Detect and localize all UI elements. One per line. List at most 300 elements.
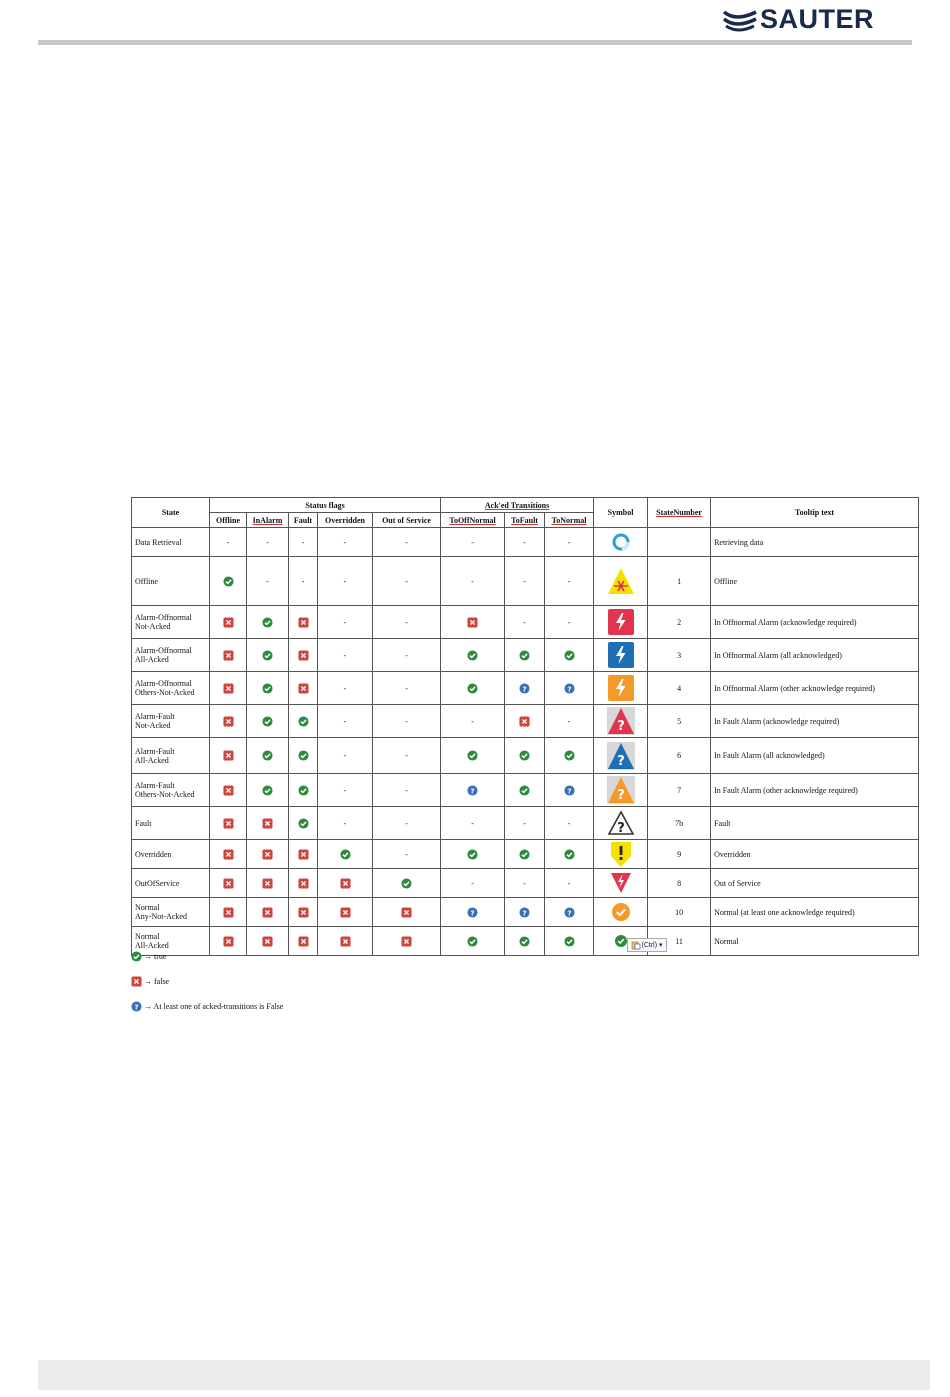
cross-icon xyxy=(298,650,309,661)
flag-cell xyxy=(318,672,373,705)
paste-options-label: (Ctrl) ▾ xyxy=(641,942,663,949)
dash-value: - xyxy=(405,751,408,760)
table-row xyxy=(132,672,919,705)
check-icon xyxy=(564,650,575,661)
dash-value: - xyxy=(405,849,408,859)
flag-cell xyxy=(505,738,545,774)
table-row xyxy=(132,869,919,898)
state-table xyxy=(131,497,919,956)
table-row xyxy=(132,528,919,557)
state-name: Alarm-Fault xyxy=(135,712,175,721)
flag-cell xyxy=(545,927,594,956)
flag-cell xyxy=(247,927,289,956)
flag-cell xyxy=(373,807,441,840)
flag-cell xyxy=(210,672,247,705)
state-cell xyxy=(132,705,210,738)
flag-cell xyxy=(210,840,247,869)
symbol-cell xyxy=(594,639,648,672)
tooltip-cell: Fault xyxy=(711,807,919,840)
state-subname: All-Acked xyxy=(135,941,169,950)
state-cell xyxy=(132,738,210,774)
check-icon xyxy=(519,849,530,860)
flag-cell xyxy=(247,807,289,840)
svg-text:?: ? xyxy=(470,785,475,795)
flag-cell xyxy=(441,869,505,898)
dash-value: - xyxy=(523,617,526,627)
brand-name: SAUTER xyxy=(760,3,875,34)
header-fault: Fault xyxy=(289,513,318,528)
check-icon xyxy=(298,750,309,761)
flag-cell xyxy=(505,557,545,606)
flag-cell xyxy=(247,738,289,774)
header-state-number: StateNumber xyxy=(648,498,711,528)
flag-cell xyxy=(289,927,318,956)
state-subname: Not-Acked xyxy=(135,721,171,730)
header-status-flags: Status flags xyxy=(210,498,441,513)
state-cell xyxy=(132,639,210,672)
flag-cell xyxy=(210,927,247,956)
state-name: Alarm-Offnormal xyxy=(135,646,192,655)
flag-cell xyxy=(210,807,247,840)
alarm-lightning-blue-icon xyxy=(607,641,635,669)
state-name: Alarm-Offnormal xyxy=(135,679,192,688)
cross-icon xyxy=(340,936,351,947)
svg-text:?: ? xyxy=(566,907,572,917)
state-cell xyxy=(132,840,210,869)
header-to-fault: ToFault xyxy=(505,513,545,528)
question-icon xyxy=(131,1001,142,1012)
table-row xyxy=(132,840,919,869)
cross-icon xyxy=(223,683,234,694)
question-icon xyxy=(467,907,478,918)
flag-cell xyxy=(289,869,318,898)
cross-icon xyxy=(298,617,309,628)
flag-cell xyxy=(505,869,545,898)
flag-cell xyxy=(247,606,289,639)
flag-cell xyxy=(373,738,441,774)
flag-cell xyxy=(247,705,289,738)
table-row xyxy=(132,774,919,807)
symbol-cell xyxy=(594,898,648,927)
flag-cell xyxy=(289,528,318,557)
flag-cell xyxy=(210,738,247,774)
dash-value: - xyxy=(343,751,347,760)
tooltip-cell: Overridden xyxy=(711,840,919,869)
flag-cell xyxy=(505,927,545,956)
flag-cell xyxy=(289,774,318,807)
question-icon xyxy=(564,785,575,796)
table-row xyxy=(132,898,919,927)
check-icon xyxy=(262,750,273,761)
flag-cell xyxy=(441,927,505,956)
state-cell xyxy=(132,898,210,927)
loading-spinner-icon xyxy=(607,528,635,556)
dash-value: - xyxy=(523,878,526,888)
check-icon xyxy=(298,818,309,829)
flag-cell xyxy=(318,738,373,774)
flag-cell xyxy=(373,528,441,557)
dash-value: - xyxy=(343,785,347,795)
tooltip-cell: Offline xyxy=(711,557,919,606)
state-number-cell: 3 xyxy=(648,639,711,672)
check-icon xyxy=(262,617,273,628)
flag-cell xyxy=(210,705,247,738)
flag-cell xyxy=(373,774,441,807)
alarm-lightning-orange-icon xyxy=(607,674,635,702)
dash-value: - xyxy=(405,716,408,726)
flag-cell xyxy=(505,639,545,672)
flag-cell xyxy=(247,869,289,898)
flag-cell xyxy=(247,639,289,672)
symbol-cell xyxy=(594,606,648,639)
flag-cell xyxy=(505,705,545,738)
flag-cell xyxy=(545,606,594,639)
state-number-cell: 4 xyxy=(648,672,711,705)
state-name: Alarm-Fault xyxy=(135,781,175,790)
dash-value: - xyxy=(405,576,408,586)
header-acked-transitions: Ack'ed Transitions xyxy=(441,498,594,513)
cross-icon xyxy=(298,878,309,889)
cross-icon xyxy=(223,849,234,860)
cross-icon xyxy=(131,976,142,987)
flag-cell xyxy=(505,774,545,807)
state-name: Overridden xyxy=(135,849,172,859)
dash-value: - xyxy=(266,537,269,547)
dash-value: - xyxy=(343,617,347,627)
flag-cell xyxy=(505,528,545,557)
tooltip-cell: Out of Service xyxy=(711,869,919,898)
tooltip-cell: In Offnormal Alarm (other acknowledge required) xyxy=(711,672,919,705)
flag-cell xyxy=(247,557,289,606)
cross-icon xyxy=(519,716,530,727)
fault-question-red-icon xyxy=(607,707,635,735)
cross-icon xyxy=(262,907,273,918)
dash-value: - xyxy=(523,537,526,547)
check-icon xyxy=(519,785,530,796)
flag-cell xyxy=(373,557,441,606)
flag-cell xyxy=(210,557,247,606)
state-subname: Any-Not-Acked xyxy=(135,912,187,921)
flag-cell xyxy=(373,840,441,869)
dash-value: - xyxy=(343,650,347,660)
dash-value: - xyxy=(301,576,305,586)
symbol-cell xyxy=(594,672,648,705)
flag-cell xyxy=(210,528,247,557)
clipboard-icon xyxy=(631,941,641,950)
dash-value: - xyxy=(471,818,474,828)
tooltip-cell: In Offnormal Alarm (all acknowledged) xyxy=(711,639,919,672)
dash-value: - xyxy=(567,576,571,586)
cross-icon xyxy=(262,818,273,829)
dash-value: - xyxy=(343,537,347,547)
symbol-cell xyxy=(594,738,648,774)
state-subname: Others-Not-Acked xyxy=(135,790,195,799)
check-icon xyxy=(340,849,351,860)
flag-cell xyxy=(545,840,594,869)
state-name: Alarm-Fault xyxy=(135,746,175,756)
flag-cell xyxy=(441,639,505,672)
dash-value: - xyxy=(471,716,474,726)
state-number-cell: 1 xyxy=(648,557,711,606)
dash-value: - xyxy=(226,537,230,547)
dash-value: - xyxy=(301,537,305,547)
flag-cell xyxy=(441,807,505,840)
flag-cell xyxy=(373,898,441,927)
dash-value: - xyxy=(523,576,526,586)
cross-icon xyxy=(223,878,234,889)
check-icon xyxy=(131,951,142,962)
check-icon xyxy=(262,683,273,694)
check-icon xyxy=(467,936,478,947)
state-cell xyxy=(132,774,210,807)
footer-bar xyxy=(38,1360,930,1390)
flag-cell xyxy=(373,869,441,898)
check-icon xyxy=(298,785,309,796)
dash-value: - xyxy=(343,683,347,693)
cross-icon xyxy=(401,936,412,947)
state-name: Normal xyxy=(135,932,160,941)
fault-question-blue-icon xyxy=(607,742,635,770)
dash-value: - xyxy=(471,537,474,547)
dash-value: - xyxy=(567,818,571,828)
flag-cell xyxy=(289,807,318,840)
check-icon xyxy=(467,650,478,661)
state-cell xyxy=(132,557,210,606)
flag-cell xyxy=(545,738,594,774)
cross-icon xyxy=(340,907,351,918)
symbol-cell xyxy=(594,807,648,840)
flag-cell xyxy=(318,705,373,738)
flag-cell xyxy=(505,672,545,705)
dash-value: - xyxy=(567,537,571,547)
flag-cell xyxy=(441,738,505,774)
cross-icon xyxy=(298,936,309,947)
cross-icon xyxy=(223,936,234,947)
offline-warning-icon xyxy=(607,567,635,595)
flag-cell xyxy=(545,639,594,672)
flag-cell xyxy=(318,927,373,956)
flag-cell xyxy=(318,557,373,606)
state-number-cell: 6 xyxy=(648,738,711,774)
dash-value: - xyxy=(405,537,408,547)
symbol-cell xyxy=(594,840,648,869)
flag-cell xyxy=(247,898,289,927)
check-icon xyxy=(564,849,575,860)
symbol-cell xyxy=(594,557,648,606)
check-icon xyxy=(564,936,575,947)
dash-value: - xyxy=(405,617,408,627)
svg-text:?: ? xyxy=(566,683,572,693)
flag-cell xyxy=(289,738,318,774)
check-icon xyxy=(519,650,530,661)
brand-logo xyxy=(722,4,902,34)
cross-icon xyxy=(262,849,273,860)
check-icon xyxy=(467,683,478,694)
flag-cell xyxy=(210,639,247,672)
paste-options-tag[interactable] xyxy=(627,938,667,952)
state-name: OutOfService xyxy=(135,878,180,888)
check-icon xyxy=(262,785,273,796)
flag-cell xyxy=(545,672,594,705)
flag-cell xyxy=(289,705,318,738)
legend-false xyxy=(131,976,169,987)
flag-cell xyxy=(289,898,318,927)
flag-cell xyxy=(210,606,247,639)
tooltip-cell: Normal (at least one acknowledge required) xyxy=(711,898,919,927)
state-subname: Not-Acked xyxy=(135,622,171,631)
check-icon xyxy=(564,750,575,761)
flag-cell xyxy=(373,639,441,672)
flag-cell xyxy=(441,672,505,705)
question-icon xyxy=(519,683,530,694)
flag-cell xyxy=(318,840,373,869)
cross-icon xyxy=(223,650,234,661)
flag-cell xyxy=(373,672,441,705)
flag-cell xyxy=(545,557,594,606)
dash-value: - xyxy=(343,716,347,726)
flag-cell xyxy=(545,807,594,840)
cross-icon xyxy=(298,849,309,860)
flag-cell xyxy=(318,869,373,898)
question-icon xyxy=(519,907,530,918)
tooltip-cell: In Offnormal Alarm (acknowledge required) xyxy=(711,606,919,639)
dash-value: - xyxy=(567,878,571,888)
symbol-cell xyxy=(594,705,648,738)
table-row xyxy=(132,606,919,639)
tooltip-cell: Normal xyxy=(711,927,919,956)
cross-icon xyxy=(223,617,234,628)
check-icon xyxy=(519,750,530,761)
state-name: Fault xyxy=(135,818,152,828)
table-row xyxy=(132,927,919,956)
svg-text:?: ? xyxy=(616,821,625,836)
flag-cell xyxy=(545,528,594,557)
svg-text:?: ? xyxy=(616,788,625,803)
state-number-cell: 10 xyxy=(648,898,711,927)
tooltip-cell: In Fault Alarm (acknowledge required) xyxy=(711,705,919,738)
state-subname: Others-Not-Acked xyxy=(135,688,195,697)
state-number-cell: 2 xyxy=(648,606,711,639)
fault-question-orange-icon xyxy=(607,776,635,804)
state-number-cell: 5 xyxy=(648,705,711,738)
header-to-off-normal: ToOffNormal xyxy=(441,513,505,528)
dash-value: - xyxy=(405,650,408,660)
legend-false-text: → false xyxy=(144,977,170,986)
flag-cell xyxy=(441,774,505,807)
dash-value: - xyxy=(471,878,474,888)
flag-cell xyxy=(289,840,318,869)
cross-icon xyxy=(223,907,234,918)
header-overridden: Overridden xyxy=(318,513,373,528)
check-icon xyxy=(298,716,309,727)
table-row xyxy=(132,557,919,606)
flag-cell xyxy=(441,705,505,738)
legend-question-text: → At least one of acked-transitions is False xyxy=(144,1002,284,1011)
flag-cell xyxy=(441,898,505,927)
svg-text:?: ? xyxy=(566,785,572,795)
flag-cell xyxy=(210,774,247,807)
table-row xyxy=(132,738,919,774)
flag-cell xyxy=(210,869,247,898)
tooltip-cell: Retrieving data xyxy=(711,528,919,557)
flag-cell xyxy=(505,807,545,840)
flag-cell xyxy=(318,807,373,840)
cross-icon xyxy=(223,716,234,727)
flag-cell xyxy=(505,840,545,869)
dash-value: - xyxy=(405,818,408,828)
fault-question-outline-icon xyxy=(607,809,635,837)
tooltip-cell: In Fault Alarm (other acknowledge required) xyxy=(711,774,919,807)
flag-cell xyxy=(373,927,441,956)
check-icon xyxy=(223,576,234,587)
cross-icon xyxy=(262,936,273,947)
state-subname: All-Acked xyxy=(135,755,169,765)
cross-icon xyxy=(223,818,234,829)
cross-icon xyxy=(298,907,309,918)
legend-true-text: → true xyxy=(144,952,167,961)
flag-cell xyxy=(318,528,373,557)
flag-cell xyxy=(318,774,373,807)
state-cell xyxy=(132,807,210,840)
state-cell xyxy=(132,672,210,705)
table-row xyxy=(132,807,919,840)
dash-value: - xyxy=(266,576,269,586)
dash-value: - xyxy=(343,818,347,828)
symbol-cell xyxy=(594,869,648,898)
cross-icon xyxy=(223,785,234,796)
flag-cell xyxy=(373,705,441,738)
flag-cell xyxy=(441,840,505,869)
flag-cell xyxy=(373,606,441,639)
overridden-exclamation-icon xyxy=(607,840,635,868)
header-offline: Offline xyxy=(210,513,247,528)
state-cell xyxy=(132,869,210,898)
question-icon xyxy=(564,683,575,694)
state-number-cell: 7 xyxy=(648,774,711,807)
state-number-cell: 11 xyxy=(648,927,711,956)
check-icon xyxy=(467,849,478,860)
cross-icon xyxy=(262,878,273,889)
flag-cell xyxy=(247,774,289,807)
flag-cell xyxy=(289,672,318,705)
state-name: Alarm-Offnormal xyxy=(135,613,192,622)
header-in-alarm: InAlarm xyxy=(247,513,289,528)
flag-cell xyxy=(247,840,289,869)
dash-value: - xyxy=(567,716,571,726)
flag-cell xyxy=(318,606,373,639)
svg-text:?: ? xyxy=(522,907,527,917)
flag-cell xyxy=(505,898,545,927)
cross-icon xyxy=(340,878,351,889)
flag-cell xyxy=(289,606,318,639)
flag-cell xyxy=(545,774,594,807)
dash-value: - xyxy=(343,576,347,586)
table-row xyxy=(132,639,919,672)
dash-value: - xyxy=(471,576,474,586)
flag-cell xyxy=(247,672,289,705)
check-icon xyxy=(262,716,273,727)
state-number-cell: 9 xyxy=(648,840,711,869)
symbol-cell xyxy=(594,774,648,807)
cross-icon xyxy=(467,617,478,628)
flag-cell xyxy=(545,869,594,898)
svg-text:?: ? xyxy=(616,719,625,734)
legend-question xyxy=(131,1001,283,1012)
check-icon xyxy=(401,878,412,889)
svg-text:?: ? xyxy=(616,753,625,769)
state-name: Normal xyxy=(135,903,160,912)
check-icon xyxy=(467,750,478,761)
